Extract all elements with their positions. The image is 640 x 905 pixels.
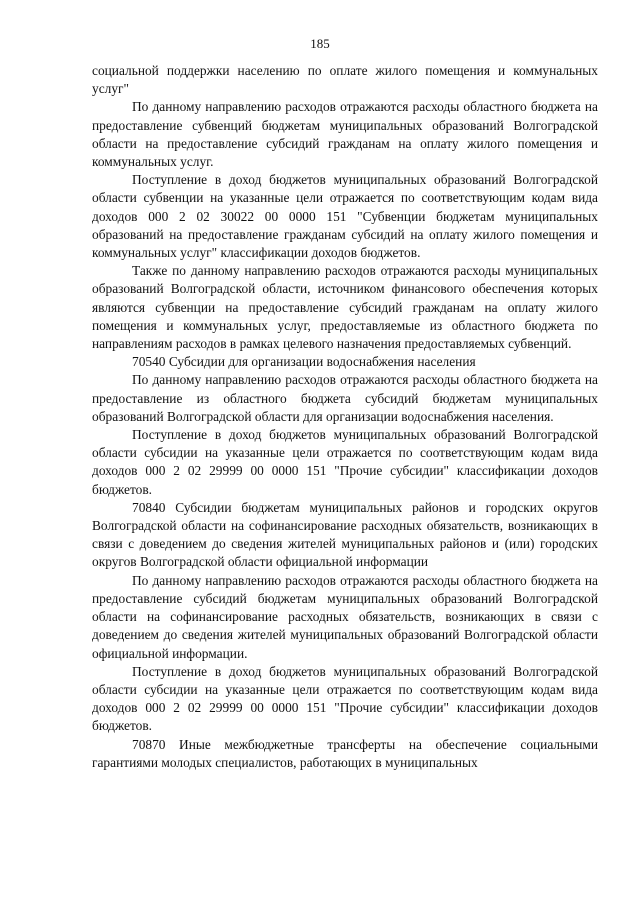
paragraph-expense-direction: По данному направлению расходов отражаются расходы областного бюджета на предоставление субвенций бюджетам муниципальных образований Волгоградской области на предоставление субсидий гражданам на оплату жилого помещения и коммунальных услуг. <box>92 99 598 170</box>
document-body <box>92 62 598 772</box>
paragraph-water-supply-expenses: По данному направлению расходов отражаются расходы областного бюджета на предоставление из областного бюджета субсидий бюджетам муниципальных образований Волгоградской области для организации водоснабжения населения. <box>92 372 598 424</box>
section-heading-70870: 70870 Иные межбюджетные трансферты на обеспечение социальными гарантиями молодых специалистов, работающих в муниципальных <box>92 736 598 770</box>
paragraph-revenue-receipt: Поступление в доход бюджетов муниципальных образований Волгоградской области субвенции на указанные цели отражается по соответствующим кодам вида доходов 000 2 02 30022 00 0000 151 "Субвенции бюджетам муниципальных образований на предоставление гражданам субсидий на оплату жилого помещения и коммунальных услуг" классификации доходов бюджетов. <box>92 172 598 261</box>
paragraph-continuation: социальной поддержки населению по оплате жилого помещения и коммунальных услуг" <box>92 63 598 97</box>
section-heading-70540: 70540 Субсидии для организации водоснабжения населения <box>132 354 476 370</box>
paragraph-official-info-revenue: Поступление в доход бюджетов муниципальных образований Волгоградской области субсидии на указанные цели отражается по соответствующим кодам вида доходов 000 2 02 29999 00 0000 151 "Прочие субсидии" классификации доходов бюджетов. <box>92 663 598 734</box>
page-number: 185 <box>310 36 330 51</box>
paragraph-municipal-expenses: Также по данному направлению расходов отражаются расходы муниципальных образований Волгоградской области, источником финансового обеспечения которых являются субвенции на предоставление субсидий гражданам на оплату жилого помещения и коммунальных услуг, предоставляемые из областного бюджета по направлениям расходов в рамках целевого назначения предоставляемых субвенций. <box>92 263 598 352</box>
section-heading-70840: 70840 Субсидии бюджетам муниципальных районов и городских округов Волгоградской области на софинансирование расходных обязательств, возникающих в связи с доведением до сведения жителей муниципальных районов и (или) городских округов Волгоградской области официальной информации <box>92 499 598 570</box>
paragraph-water-supply-revenue: Поступление в доход бюджетов муниципальных образований Волгоградской области субсидии на указанные цели отражается по соответствующим кодам вида доходов 000 2 02 29999 00 0000 151 "Прочие субсидии" классификации доходов бюджетов. <box>92 427 598 497</box>
paragraph-official-info-expenses: По данному направлению расходов отражаются расходы областного бюджета на предоставление субсидий бюджетам муниципальных образований Волгоградской области на софинансирование расходных обязательств, возникающих в связи с доведением до сведения жителей муниципальных образований Волгоградской области официальной информации. <box>92 572 598 661</box>
